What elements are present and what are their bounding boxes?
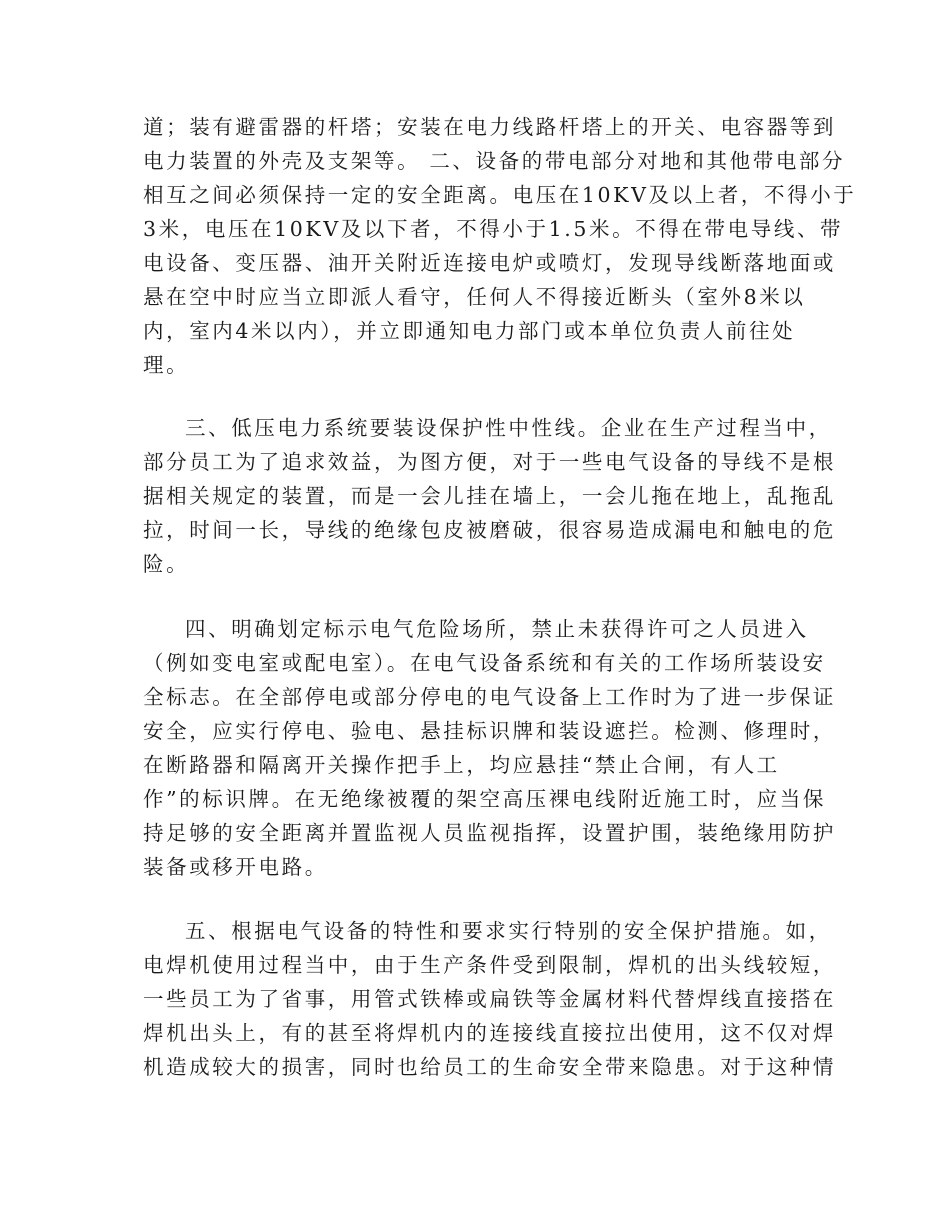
text-line: 作”的标识牌。在无绝缘被覆的架空高压裸电线附近施工时，应当保 (143, 787, 826, 811)
text-line: 据相关规定的装置，而是一会儿挂在墙上，一会儿拖在地上，乱拖乱 (143, 484, 836, 508)
text-line: 理。 (143, 353, 190, 377)
text-line: （例如变电室或配电室）。在电气设备系统和有关的工作场所装设安 (143, 651, 826, 675)
paragraph-heading-line: 三、低压电力系统要装设保护性中性线。企业在生产过程当中， (185, 416, 832, 440)
text-line: 全标志。在全部停电或部分停电的电气设备上工作时为了进一步保证 (143, 685, 836, 709)
text-line: 悬在空中时应当立即派人看守，任何人不得接近断头（室外8米以 (143, 285, 806, 309)
text-line: 一些员工为了省事，用管式铁棒或扁铁等金属材料代替焊线直接搭在 (143, 987, 836, 1011)
text-line: 在断路器和隔离开关操作把手上，均应悬挂“禁止合闸，有人工 (143, 753, 780, 777)
text-line: 内，室内4米以内），并立即通知电力部门或本单位负责人前往处 (143, 319, 796, 343)
text-line: 拉，时间一长，导线的绝缘包皮被磨破，很容易造成漏电和触电的危 (143, 518, 836, 542)
text-line: 电力装置的外壳及支架等。 二、设备的带电部分对地和其他带电部分 (143, 149, 846, 173)
text-line: 险。 (143, 552, 190, 576)
text-line: 3米，电压在10KV及以下者，不得小于1.5米。不得在带电导线、带 (143, 217, 844, 241)
text-line: 装备或移开电路。 (143, 855, 328, 879)
text-line: 相互之间必须保持一定的安全距离。电压在10KV及以上者，不得小于 (143, 183, 857, 207)
text-line: 道；装有避雷器的杆塔；安装在电力线路杆塔上的开关、电容器等到 (143, 115, 836, 139)
text-line: 焊机出头上，有的甚至将焊机内的连接线直接拉出使用，这不仅对焊 (143, 1021, 836, 1045)
paragraph-heading-line: 四、明确划定标示电气危险场所，禁止未获得许可之人员进入 (185, 617, 809, 641)
text-line: 电设备、变压器、油开关附近连接电炉或喷灯，发现导线断落地面或 (143, 251, 836, 275)
text-line: 持足够的安全距离并置监视人员监视指挥，设置护围，装绝缘用防护 (143, 821, 836, 845)
text-line: 电焊机使用过程当中，由于生产条件受到限制，焊机的出头线较短， (143, 953, 836, 977)
paragraph-heading-line: 五、根据电气设备的特性和要求实行特别的安全保护措施。如， (185, 919, 832, 943)
text-line: 部分员工为了追求效益，为图方便，对于一些电气设备的导线不是根 (143, 450, 836, 474)
text-line: 安全，应实行停电、验电、悬挂标识牌和装设遮拦。检测、修理时， (143, 719, 836, 743)
text-line: 机造成较大的损害，同时也给员工的生命安全带来隐患。对于这种情 (143, 1055, 836, 1079)
